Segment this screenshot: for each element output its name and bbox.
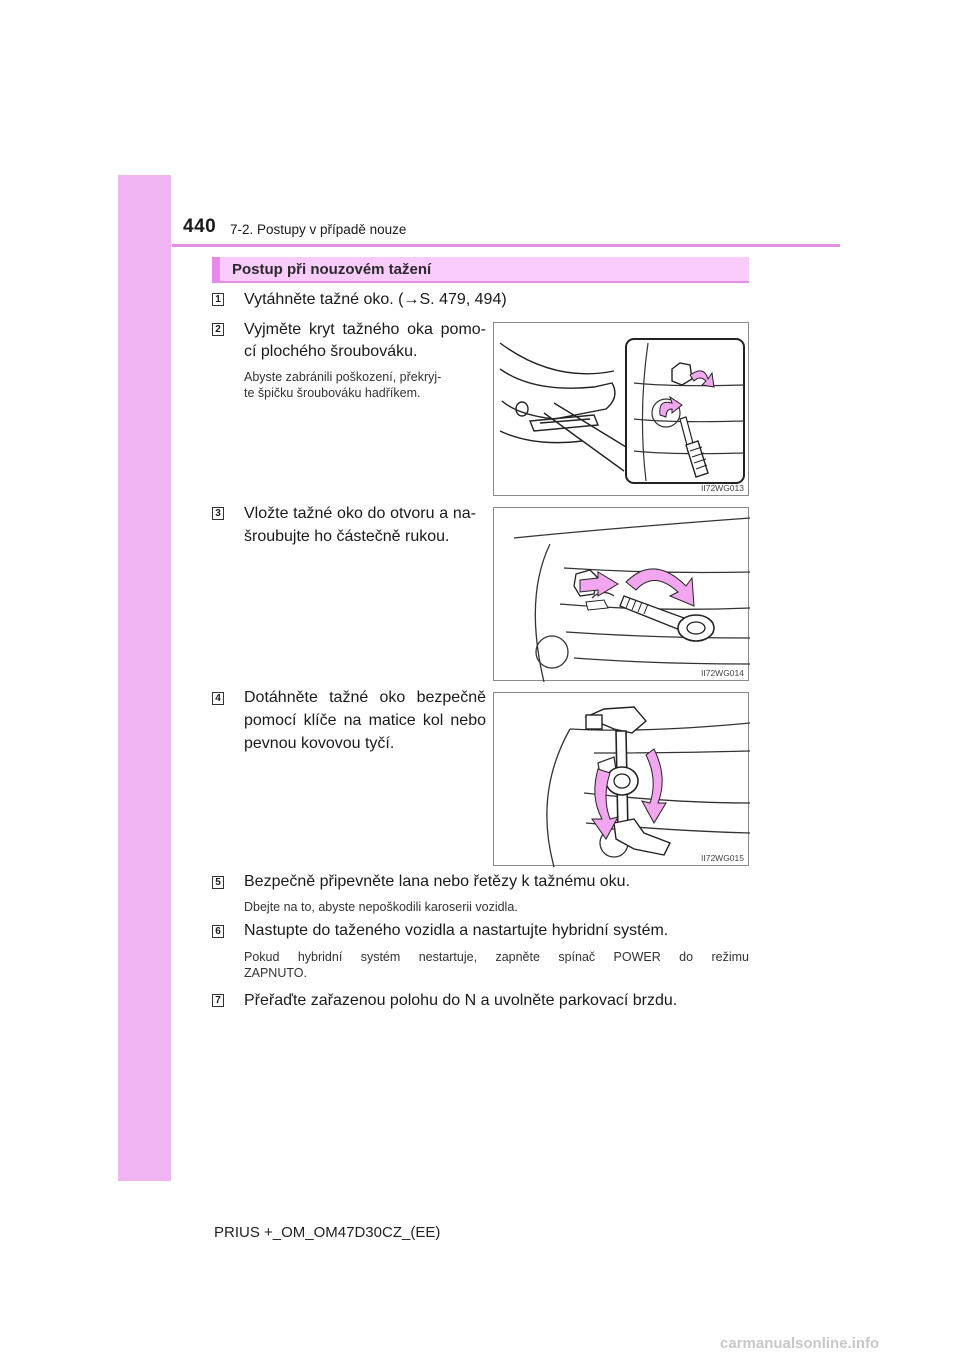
step-number-1: 1 <box>212 293 224 306</box>
step-3-line-2: šroubujte ho částečně rukou. <box>244 528 450 545</box>
figure-towing-eye <box>493 507 749 681</box>
step-2-note-line-2: te špičku šroubováku hadříkem. <box>244 386 421 400</box>
step-number-4: 4 <box>212 692 224 705</box>
figure-code-2: II72WG014 <box>701 668 744 678</box>
screwdriver-cover-illustration <box>494 323 750 497</box>
step-6-note-line-1: Pokud hybridní systém nestartuje, zapněte spínač POWER do režimu <box>244 950 749 964</box>
step-number-3: 3 <box>212 507 224 520</box>
section-title: Postup při nouzovém tažení <box>232 261 432 278</box>
step-number-6: 6 <box>212 925 224 938</box>
step-7-text: Přeřaďte zařazenou polohu do N a uvolněte parkovací brzdu. <box>244 992 678 1009</box>
step-4-line-3: pevnou kovovou tyčí. <box>244 735 395 752</box>
towing-eye-insert-illustration <box>494 508 750 682</box>
step-4-line-1: Dotáhněte tažné oko bezpečně <box>244 689 486 706</box>
step-6-text: Nastupte do taženého vozidla a nastartujte hybridní systém. <box>244 922 669 939</box>
step-3-line-1: Vložte tažné oko do otvoru a na- <box>244 505 476 522</box>
step-4-line-2: pomocí klíče na matice kol nebo <box>244 712 486 729</box>
chapter-title: 7-2. Postupy v případě nouze <box>230 222 407 237</box>
step-5-note: Dbejte na to, abyste nepoškodili karoserii vozidla. <box>244 900 518 914</box>
document-id: PRIUS +_OM_OM47D30CZ_(EE) <box>214 1224 441 1241</box>
figure-screwdriver <box>493 322 749 496</box>
step-6-note-line-2: ZAPNUTO. <box>244 966 307 980</box>
watermark: carmanualsonline.info <box>720 1335 880 1352</box>
step-number-7: 7 <box>212 994 224 1007</box>
step-number-2: 2 <box>212 323 224 336</box>
wrench-tighten-illustration <box>494 693 750 867</box>
header-divider <box>172 244 840 247</box>
figure-code-3: II72WG015 <box>701 853 744 863</box>
step-2-note-line-1: Abyste zabránili poškození, překryj- <box>244 370 442 384</box>
step-2-line-2: cí plochého šroubováku. <box>244 343 418 360</box>
step-2-line-1: Vyjměte kryt tažného oka pomo- <box>244 321 486 338</box>
figure-wrench <box>493 692 749 866</box>
chapter-sidebar-tab <box>118 175 171 1181</box>
step-1-text: Vytáhněte tažné oko. (→S. 479, 494) <box>244 291 507 308</box>
step-5-text: Bezpečně připevněte lana nebo řetězy k tažnému oku. <box>244 873 631 890</box>
step-number-5: 5 <box>212 876 224 889</box>
section-heading <box>212 257 749 283</box>
figure-code-1: II72WG013 <box>701 483 744 493</box>
page-number: 440 <box>183 216 217 237</box>
